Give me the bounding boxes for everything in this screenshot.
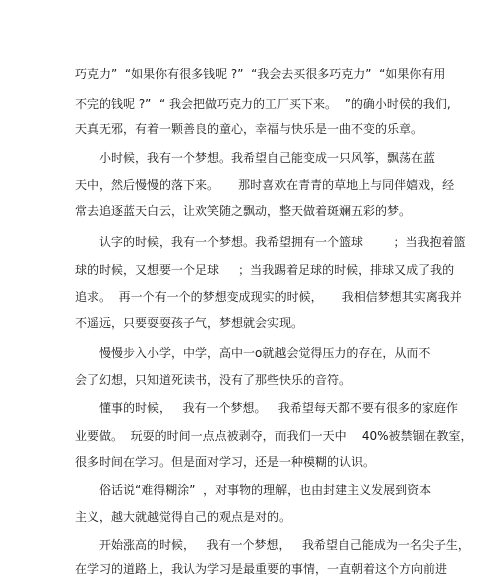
paragraph-line: 懂事的时候， 我有一个梦想。 我希望每天都不要有很多的家庭作 xyxy=(99,401,458,415)
text-line: 常去追逐蓝天白云，让欢笑随之飘动，整天做着斑斓五彩的梦。 xyxy=(75,204,412,218)
text-line: 追求。 再一个有一个的梦想变成现实的时候， 我相信梦想其实离我并 xyxy=(75,290,462,304)
text-line: 不遥远，只要耍耍孩子气，梦想就会实现。 xyxy=(75,316,304,330)
text-line: 球的时候，又想要一个足球 ；当我踢着足球的时候，排球又成了我的 xyxy=(75,263,455,277)
text-line: 主义，越大就越觉得自己的观点是对的。 xyxy=(75,510,292,524)
paragraph-line: 认字的时候，我有一个梦想。我希望拥有一个篮球 ；当我抱着篮 xyxy=(99,235,466,249)
paragraph-line: 小时候，我有一个梦想。我希望自己能变成一只风筝，飘荡在蓝 xyxy=(99,151,436,165)
paragraph-line: 慢慢步入小学，中学，高中一o就越会觉得压力的存在，从而不 xyxy=(99,346,431,360)
text-line-partial: 在学习的道路上，我认为学习是最重要的事情，一直朝着这个方向前进 xyxy=(75,562,448,576)
text-line: 不完的钱呢 ?” “ 我会把做巧克力的工厂买下来。 ”的确小时侯的我们, xyxy=(75,97,451,111)
paragraph-line: 开始涨高的时候， 我有一个梦想， 我希望自己能成为一名尖子生， xyxy=(99,538,470,552)
text-line: 天中，然后慢慢的落下来。 那时喜欢在青青的草地上与同伴嬉戏，经 xyxy=(75,178,455,192)
paragraph-line: 俗话说“难得糊涂” ，对事物的理解，也由封建主义发展到资本 xyxy=(99,483,432,497)
text-line: 业要做。 玩耍的时间一点点被剥夺，而我们一天中 40%被禁锢在教室， xyxy=(75,429,473,443)
text-line: 会了幻想，只知道死读书，没有了那些快乐的音符。 xyxy=(75,373,352,387)
text-line: 天真无邪，有着一颗善良的童心，幸福与快乐是一曲不变的乐章。 xyxy=(75,122,424,136)
text-line: 很多时间在学习。但是面对学习，还是一种模糊的认识。 xyxy=(75,455,376,469)
text-line: 巧克力” “如果你有很多钱呢 ?” “我会去买很多巧克力” “如果你有用 xyxy=(75,67,446,81)
